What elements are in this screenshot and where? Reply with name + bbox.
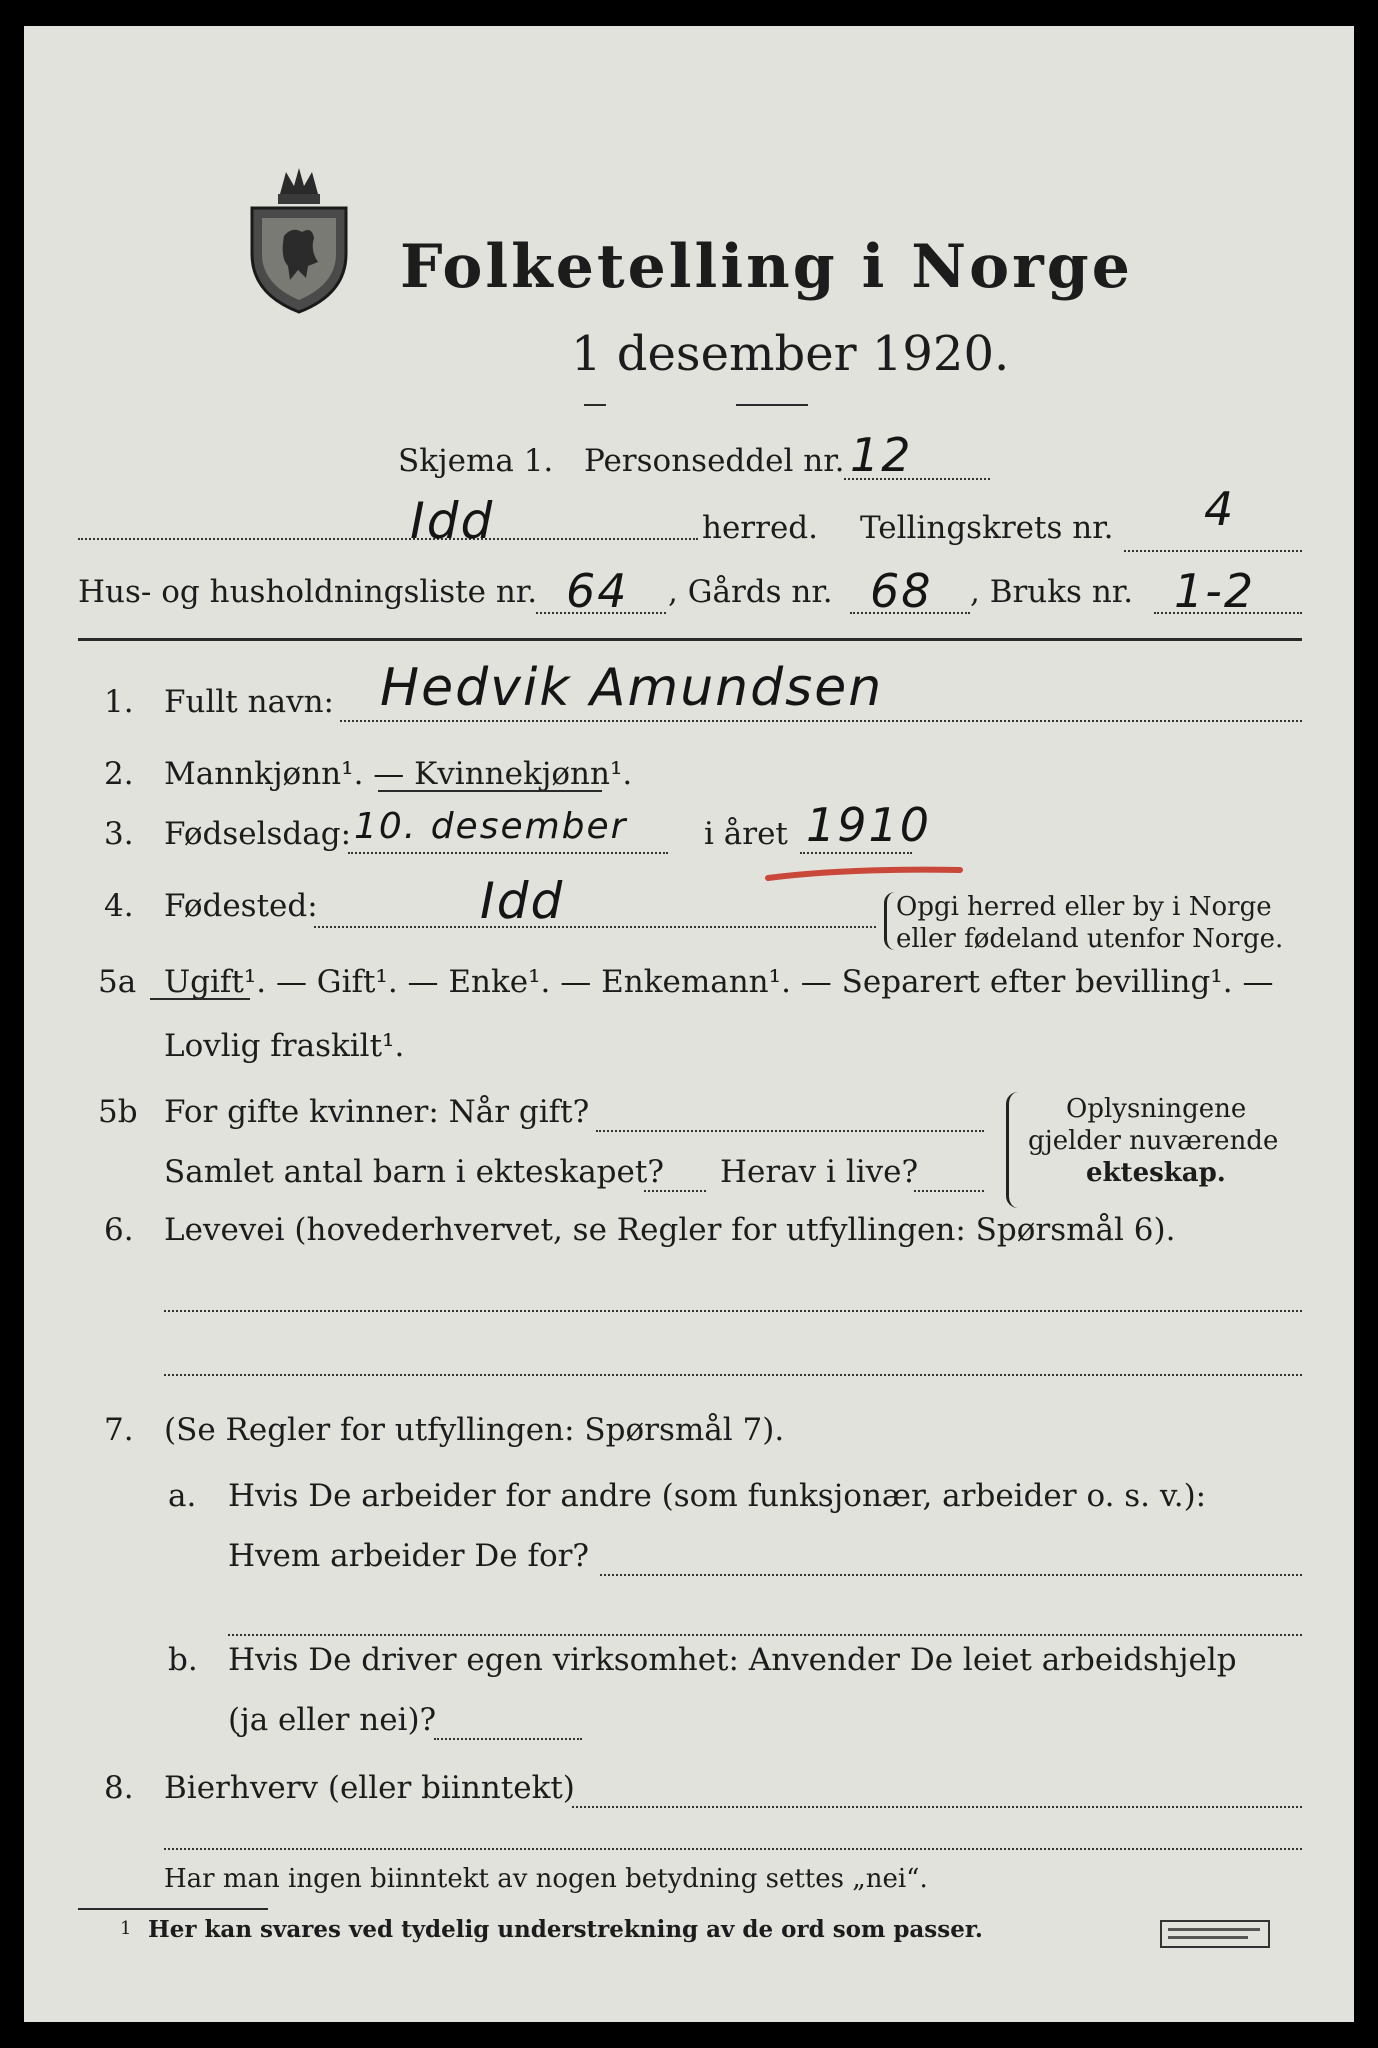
- q3-year-value: 1910: [806, 798, 932, 852]
- q7b-text: Hvis De driver egen virksomhet: Anvender De leiet arbeidshjelp: [228, 1642, 1237, 1678]
- personseddel-label: Personseddel nr.: [584, 443, 845, 479]
- q7a-text-line2: Hvem arbeider De for?: [228, 1538, 590, 1574]
- q2-text: Mannkjønn¹. — Kvinnekjønn¹.: [164, 756, 633, 792]
- q1-number: 1.: [104, 684, 134, 720]
- q5b-label-married: For gifte kvinner: Når gift?: [164, 1094, 590, 1130]
- q7b-text-line2: (ja eller nei)?: [228, 1702, 437, 1738]
- q5b-alive-dots: [914, 1190, 984, 1192]
- q2-number: 2.: [104, 756, 134, 792]
- q5b-note-line2: gjelder nuværende: [1028, 1126, 1279, 1156]
- q8-dots-line1: [572, 1806, 1302, 1808]
- q3-label: Fødselsdag:: [164, 816, 352, 852]
- q7a-dots-line1: [600, 1574, 1302, 1576]
- tellingskrets-value: 4: [1204, 482, 1236, 536]
- herred-value: Idd: [410, 492, 495, 550]
- q4-dots: [314, 926, 876, 928]
- tellingskrets-dots: [1124, 550, 1302, 552]
- q7-text: (Se Regler for utfyllingen: Spørsmål 7).: [164, 1412, 785, 1448]
- q7a-text: Hvis De arbeider for andre (som funksjonær, arbeider o. s. v.):: [228, 1478, 1207, 1514]
- q3-value: 10. desember: [354, 806, 628, 847]
- q8-dots-line2: [164, 1848, 1302, 1850]
- q5b-children-dots: [644, 1190, 706, 1192]
- q2-underline: [378, 790, 602, 792]
- q6-dots-line2: [164, 1374, 1302, 1376]
- q7b-dots: [434, 1738, 582, 1740]
- header-divider: [78, 638, 1302, 641]
- q5a-number: 5a: [98, 964, 137, 1000]
- bruks-value: 1-2: [1174, 564, 1256, 618]
- herred-dots: [78, 538, 698, 540]
- coat-of-arms-icon: [240, 166, 358, 314]
- q5b-note-line1: Oplysningene: [1066, 1094, 1247, 1124]
- q1-label: Fullt navn:: [164, 684, 334, 720]
- hus-label: Hus- og husholdningsliste nr.: [78, 574, 538, 610]
- gards-value: 68: [870, 564, 933, 618]
- title-dash: [736, 404, 808, 406]
- footnote-rule: [78, 1908, 268, 1910]
- bruks-label: , Bruks nr.: [970, 574, 1134, 610]
- q7-number: 7.: [104, 1412, 134, 1448]
- census-form-page: [24, 26, 1354, 2022]
- q4-label: Fødested:: [164, 888, 318, 924]
- q4-note-line2: eller fødeland utenfor Norge.: [896, 924, 1284, 954]
- q4-number: 4.: [104, 888, 134, 924]
- tellingskrets-label: Tellingskrets nr.: [860, 510, 1114, 546]
- q7a-dots-line2: [228, 1634, 1302, 1636]
- q8-note: Har man ingen biinntekt av nogen betydning settes „nei“.: [164, 1864, 928, 1894]
- q3-number: 3.: [104, 816, 134, 852]
- q1-dots: [340, 720, 1302, 722]
- hus-value: 64: [566, 564, 629, 618]
- q5b-brace: [1006, 1092, 1019, 1208]
- q4-brace: [884, 892, 895, 950]
- q5b-label-alive: Herav i live?: [720, 1154, 919, 1190]
- personseddel-value: 12: [850, 428, 913, 482]
- q5a-text: Ugift¹. — Gift¹. — Enke¹. — Enkemann¹. — Separert efter bevilling¹. —: [164, 964, 1274, 1000]
- footnote-mark: 1: [120, 1918, 132, 1939]
- red-pencil-mark: [764, 860, 964, 890]
- herred-label: herred.: [702, 510, 818, 546]
- q3-year-label: i året: [704, 816, 788, 852]
- q5a-underline: [150, 998, 250, 1000]
- q5b-note-line3: ekteskap.: [1086, 1158, 1226, 1188]
- q6-number: 6.: [104, 1212, 134, 1248]
- q7b-letter: b.: [168, 1642, 198, 1678]
- form-title: Folketelling i Norge: [400, 232, 1133, 302]
- printer-stamp: [1160, 1920, 1270, 1948]
- q6-text: Levevei (hovederhvervet, se Regler for utfyllingen: Spørsmål 6).: [164, 1212, 1176, 1248]
- census-date: 1 desember 1920.: [571, 326, 1010, 382]
- gards-label: , Gårds nr.: [668, 574, 833, 610]
- q8-text: Bierhverv (eller biinntekt): [164, 1770, 575, 1806]
- q7a-letter: a.: [168, 1478, 197, 1514]
- skjema-label: Skjema 1.: [398, 443, 554, 479]
- q5b-number: 5b: [98, 1094, 138, 1130]
- q5b-married-dots: [596, 1130, 984, 1132]
- q8-number: 8.: [104, 1770, 134, 1806]
- q1-value: Hedvik Amundsen: [380, 658, 884, 718]
- q4-note-line1: Opgi herred eller by i Norge: [896, 892, 1272, 922]
- q3-dots: [348, 852, 668, 854]
- title-dash: [584, 404, 606, 406]
- q4-value: Idd: [480, 872, 565, 930]
- footnote-text: Her kan svares ved tydelig understrekning av de ord som passer.: [148, 1916, 983, 1943]
- q3-year-dots: [800, 852, 912, 854]
- q6-dots-line1: [164, 1310, 1302, 1312]
- q5a-text-line2: Lovlig fraskilt¹.: [164, 1028, 405, 1064]
- q5b-label-children: Samlet antal barn i ekteskapet?: [164, 1154, 664, 1190]
